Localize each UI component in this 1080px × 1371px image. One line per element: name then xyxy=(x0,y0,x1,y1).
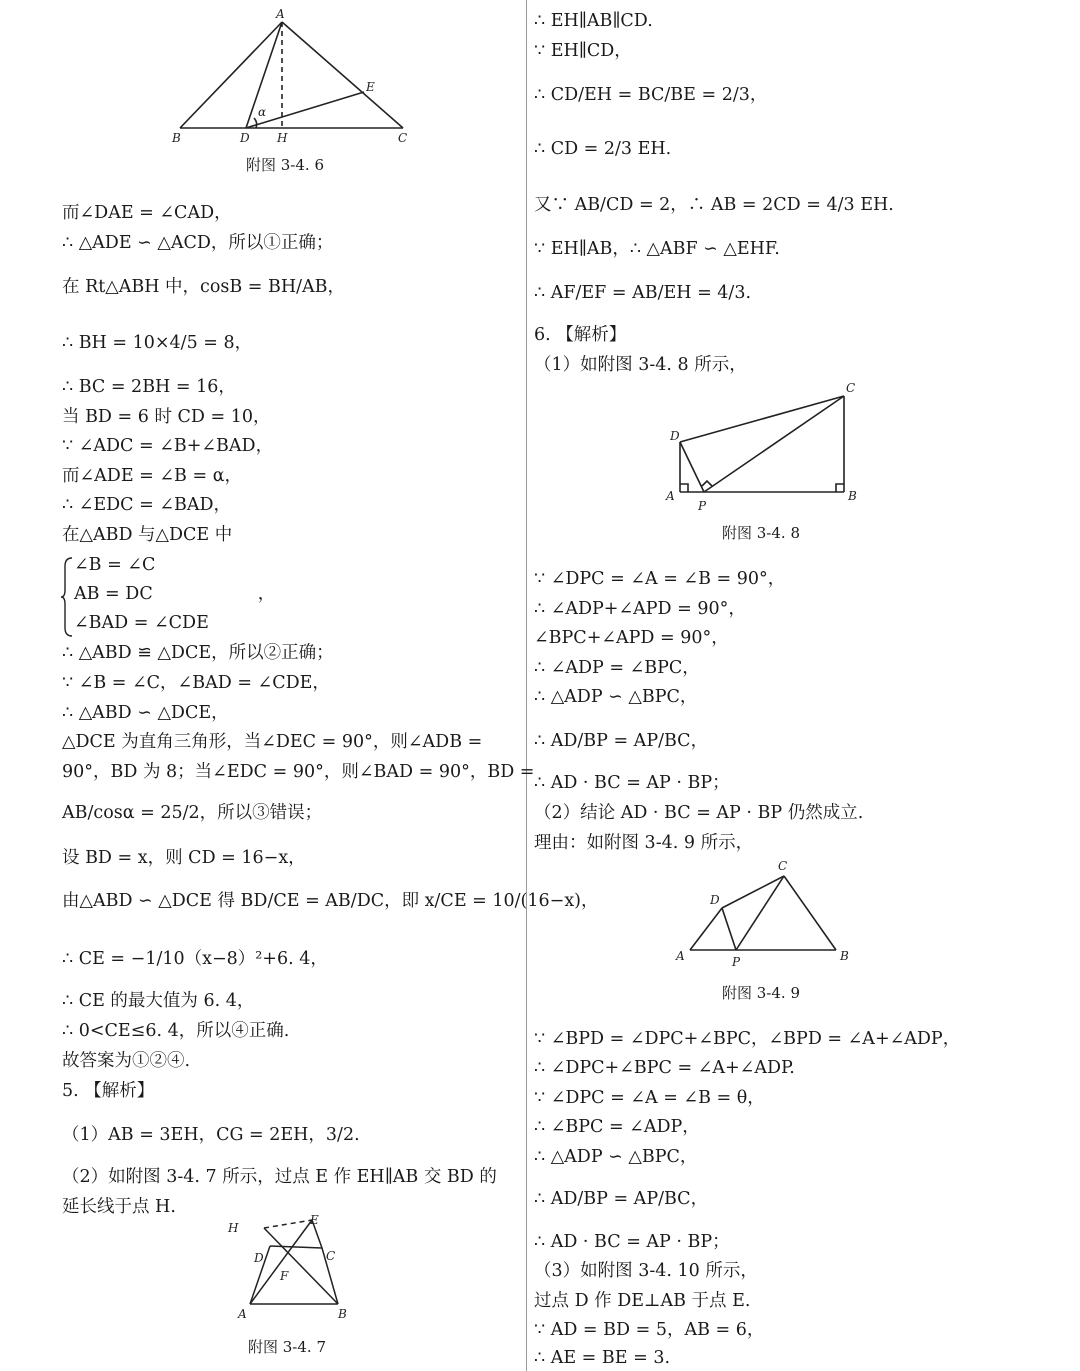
text-line: ∴ BC = 2BH = 16， xyxy=(62,377,236,397)
figure-caption: 附图 3-4. 7 xyxy=(248,1338,327,1356)
text-line: ∴ ∠BPC = ∠ADP， xyxy=(534,1117,700,1137)
text-line: 6. 【解析】 xyxy=(534,325,627,345)
text-line: AB/cosα = 25/2，所以③错误； xyxy=(62,803,323,823)
text-line: （2）结论 AD · BC = AP · BP 仍然成立. xyxy=(534,803,864,823)
text-line: ∴ ∠DPC+∠BPC = ∠A+∠ADP. xyxy=(534,1058,795,1078)
fig4-label-a: A xyxy=(676,949,685,963)
text-line: 5. 【解析】 xyxy=(62,1081,155,1101)
text-line: 在 Rt△ABH 中，cosB = BH/AB， xyxy=(62,277,346,297)
fig1-label-d: D xyxy=(240,131,250,145)
fig1-label-b: B xyxy=(172,131,181,145)
column-divider xyxy=(526,0,527,1371)
text-line: 延长线于点 H. xyxy=(62,1197,176,1217)
text-line: ∵ ∠BPD = ∠DPC+∠BPC，∠BPD = ∠A+∠ADP， xyxy=(534,1029,961,1049)
text-line: ∴ △ABD ≌ △DCE，所以②正确； xyxy=(62,643,334,663)
figure-3-4-6 xyxy=(168,4,418,146)
text-line: 过点 D 作 DE⊥AB 于点 E. xyxy=(534,1291,751,1311)
text-line: ∵ AD = BD = 5，AB = 6， xyxy=(534,1320,765,1340)
text-line: ∴ AE = BE = 3. xyxy=(534,1348,671,1368)
fig2-label-h: H xyxy=(228,1221,239,1235)
figure-3-4-8 xyxy=(660,378,870,514)
fig3-label-a: A xyxy=(666,489,675,503)
fig4-label-p: P xyxy=(732,955,741,969)
fig3-label-b: B xyxy=(848,489,857,503)
fig3-label-c: C xyxy=(846,381,856,395)
text-line: 理由：如附图 3-4. 9 所示， xyxy=(534,833,754,853)
text-line: （1）AB = 3EH，CG = 2EH，3/2. xyxy=(62,1125,360,1145)
figure-caption: 附图 3-4. 8 xyxy=(722,524,801,542)
text-line: （2）如附图 3-4. 7 所示，过点 E 作 EH∥AB 交 BD 的 xyxy=(62,1167,497,1187)
text-line: ∴ ∠EDC = ∠BAD， xyxy=(62,495,232,515)
text-line: ∴ ∠ADP = ∠BPC， xyxy=(534,658,700,678)
figure-3-4-9 xyxy=(672,856,858,972)
text-line: ∴ AD · BC = AP · BP； xyxy=(534,1232,730,1252)
fig2-label-b: B xyxy=(338,1307,347,1321)
text-line: △DCE 为直角三角形，当∠DEC = 90°，则∠ADB = xyxy=(62,732,483,752)
text-line: ∴ AD/BP = AP/BC， xyxy=(534,1189,709,1209)
fig2-label-e: E xyxy=(310,1213,319,1227)
text-line: ∴ △ADP ∽ △BPC， xyxy=(534,1147,698,1167)
text-line: 而∠DAE = ∠CAD， xyxy=(62,203,232,223)
fig2-label-d: D xyxy=(254,1251,264,1265)
text-line: ∠B = ∠C xyxy=(74,555,156,575)
text-line: ∴ △ABD ∽ △DCE， xyxy=(62,703,229,723)
fig4-label-c: C xyxy=(778,859,788,873)
text-line: ∠BAD = ∠CDE xyxy=(74,613,209,633)
text-line: ∴ CD/EH = BC/BE = 2/3， xyxy=(534,85,768,105)
text-line: ∴ BH = 10×4/5 = 8， xyxy=(62,333,253,353)
text-line: ∴ CE = −1/10（x−8）²+6. 4， xyxy=(62,949,328,969)
text-line: 而∠ADE = ∠B = α， xyxy=(62,466,243,486)
figure-caption: 附图 3-4. 6 xyxy=(246,156,325,174)
fig3-label-p: P xyxy=(698,499,707,513)
text-line: ∵ ∠ADC = ∠B+∠BAD， xyxy=(62,436,274,456)
text-line: 当 BD = 6 时 CD = 10， xyxy=(62,407,271,427)
text-line: AB = DC ， xyxy=(74,584,276,604)
text-line: ∴ CD = 2/3 EH. xyxy=(534,139,672,159)
fig4-label-b: B xyxy=(840,949,849,963)
fig1-label-alpha: α xyxy=(258,105,267,119)
figure-caption: 附图 3-4. 9 xyxy=(722,984,801,1002)
text-line: （1）如附图 3-4. 8 所示， xyxy=(534,355,747,375)
text-line: ∴ 0<CE≤6. 4，所以④正确. xyxy=(62,1021,290,1041)
brace xyxy=(60,556,74,638)
text-line: ∴ △ADE ∽ △ACD，所以①正确； xyxy=(62,233,334,253)
fig3-label-d: D xyxy=(670,429,680,443)
text-line: ∴ ∠ADP+∠APD = 90°， xyxy=(534,599,746,619)
text-line: （3）如附图 3-4. 10 所示， xyxy=(534,1261,758,1281)
text-line: 故答案为①②④. xyxy=(62,1051,191,1071)
text-line: ∴ CE 的最大值为 6. 4， xyxy=(62,991,255,1011)
text-line: ∴ AD/BP = AP/BC， xyxy=(534,731,709,751)
fig1-label-a: A xyxy=(276,7,285,21)
text-line: 由△ABD ∽ △DCE 得 BD/CE = AB/DC，即 x/CE = 10/(16−x)， xyxy=(62,891,599,911)
fig4-label-d: D xyxy=(710,893,720,907)
figure-3-4-7 xyxy=(226,1212,356,1324)
text-line: ∴ △ADP ∽ △BPC， xyxy=(534,687,698,707)
text-line: ∵ ∠DPC = ∠A = ∠B = θ， xyxy=(534,1088,765,1108)
text-line: ∵ EH∥CD， xyxy=(534,41,632,61)
fig2-label-c: C xyxy=(326,1249,336,1263)
text-line: 在△ABD 与△DCE 中 xyxy=(62,525,233,545)
fig2-label-a: A xyxy=(238,1307,247,1321)
text-line: ∠BPC+∠APD = 90°， xyxy=(534,628,729,648)
fig1-label-h: H xyxy=(277,131,288,145)
text-line: ∵ EH∥AB，∴ △ABF ∽ △EHF. xyxy=(534,239,780,259)
text-line: 设 BD = x，则 CD = 16−x， xyxy=(62,848,306,868)
text-line: ∴ AF/EF = AB/EH = 4/3. xyxy=(534,283,752,303)
text-line: ∵ ∠DPC = ∠A = ∠B = 90°， xyxy=(534,569,786,589)
text-line: ∴ EH∥AB∥CD. xyxy=(534,11,653,31)
text-line: 90°，BD 为 8；当∠EDC = 90°，则∠BAD = 90°，BD = xyxy=(62,762,535,782)
fig1-label-e: E xyxy=(366,80,375,94)
fig2-label-f: F xyxy=(280,1269,289,1283)
fig1-label-c: C xyxy=(398,131,408,145)
text-line: ∵ ∠B = ∠C，∠BAD = ∠CDE， xyxy=(62,673,330,693)
text-line: ∴ AD · BC = AP · BP； xyxy=(534,773,730,793)
text-line: 又∵ AB/CD = 2，∴ AB = 2CD = 4/3 EH. xyxy=(534,195,894,215)
